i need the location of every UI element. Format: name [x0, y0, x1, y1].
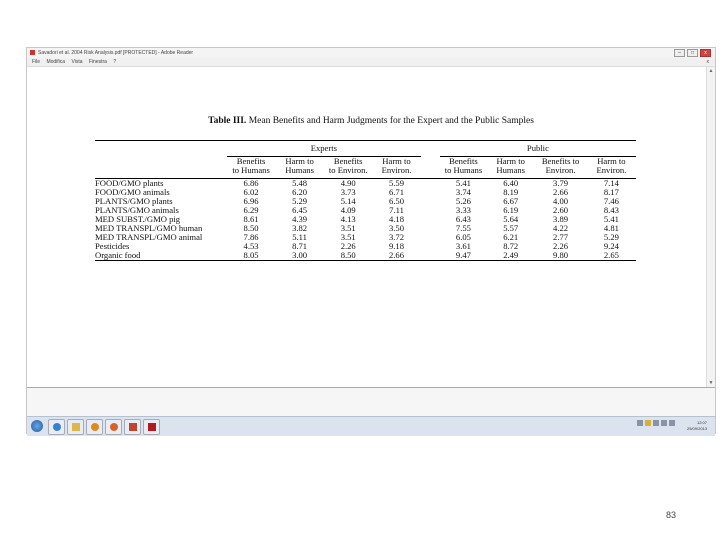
- table-cell: 4.81: [603, 223, 619, 233]
- table-cell: 5.26: [455, 196, 471, 206]
- table-cell: 2.60: [553, 205, 569, 215]
- table-body: [95, 179, 636, 261]
- table-cell: 3.74: [455, 187, 471, 197]
- table-cell: 5.57: [503, 223, 519, 233]
- table-cell: 4.00: [553, 196, 569, 206]
- table-cell: 3.33: [455, 205, 471, 215]
- network-icon[interactable]: [661, 420, 667, 426]
- maximize-button[interactable]: □: [687, 49, 698, 57]
- table-cell: 7.86: [243, 232, 259, 242]
- table-cell: 5.48: [292, 178, 308, 188]
- title-bar: [27, 48, 715, 58]
- table-cell: 6.96: [243, 196, 259, 206]
- slide-page-number: 83: [665, 510, 676, 520]
- table-cell: 2.26: [553, 241, 569, 251]
- tray-icon[interactable]: [637, 420, 643, 426]
- table-cell: 5.29: [603, 232, 619, 242]
- column-header: Harm to Humans: [487, 157, 534, 179]
- table-cell: 5.11: [292, 232, 307, 242]
- tray-icon[interactable]: [645, 420, 651, 426]
- table-cell: 4.53: [243, 241, 259, 251]
- window-controls: [674, 49, 711, 57]
- window-title: Savadori et al. 2004 Risk Analysis.pdf [PROTECTED] - Adobe Reader: [38, 50, 194, 56]
- table-cell: 4.09: [340, 205, 356, 215]
- table-cell: 6.86: [243, 178, 259, 188]
- table-cell: 7.55: [455, 223, 471, 233]
- group-header-row: [95, 141, 636, 157]
- clock-date: 25/09/2013: [686, 426, 707, 431]
- table-cell: 6.21: [503, 232, 519, 242]
- table-cell: 6.19: [503, 205, 519, 215]
- document-view: [27, 67, 715, 387]
- table-cell: 6.71: [388, 187, 405, 197]
- table-cell: 8.71: [292, 241, 308, 251]
- table-cell: 6.43: [455, 214, 471, 224]
- menu-vista[interactable]: Vista: [71, 59, 83, 65]
- close-button[interactable]: x: [700, 49, 711, 57]
- start-button[interactable]: [31, 420, 43, 432]
- column-header: Benefits to Humans: [227, 157, 275, 179]
- column-header-row: [95, 157, 636, 179]
- row-label: MED TRANSPL/GMO animal: [95, 232, 203, 242]
- column-header: Benefits to Environ.: [534, 157, 586, 179]
- row-label: PLANTS/GMO plants: [95, 196, 173, 206]
- table-cell: 4.13: [340, 214, 356, 224]
- table-cell: 6.20: [292, 187, 308, 197]
- table-cell: 8.17: [603, 187, 619, 197]
- tray-icon[interactable]: [653, 420, 659, 426]
- table-cell: 3.51: [340, 232, 356, 242]
- table-cell: 6.29: [243, 205, 259, 215]
- table-cell: 7.46: [603, 196, 619, 206]
- table-cell: 9.18: [388, 241, 405, 251]
- table-cell: 8.50: [340, 250, 356, 260]
- media-player-icon[interactable]: [86, 419, 103, 435]
- table-cell: 9.24: [603, 241, 619, 251]
- table-cell: 3.73: [340, 187, 356, 197]
- table-cell: 6.40: [503, 178, 519, 188]
- table-cell: 9.47: [455, 250, 471, 260]
- table-cell: 9.80: [553, 250, 569, 260]
- row-label: MED SUBST./GMO pig: [95, 214, 181, 224]
- table-cell: 2.66: [388, 250, 405, 260]
- menu-file[interactable]: File: [32, 59, 41, 65]
- column-header: Benefits to Humans: [440, 157, 487, 179]
- column-header: Benefits to Environ.: [324, 157, 372, 179]
- table-cell: 3.00: [292, 250, 308, 260]
- document-close-button[interactable]: x: [706, 59, 709, 65]
- folder-icon[interactable]: [67, 419, 84, 435]
- row-label: FOOD/GMO animals: [95, 187, 170, 197]
- table-cell: 5.14: [340, 196, 356, 206]
- table-cell: 2.77: [553, 232, 569, 242]
- adobe-reader-icon: [30, 50, 35, 55]
- table-cell: 6.05: [455, 232, 471, 242]
- table-cell: 3.51: [340, 223, 356, 233]
- table-cell: 5.59: [388, 178, 405, 188]
- menu-modifica[interactable]: Modifica: [46, 59, 66, 65]
- table-cell: 8.61: [243, 214, 259, 224]
- screenshot-window: [26, 47, 716, 434]
- scroll-up-icon[interactable]: ▲: [708, 68, 714, 74]
- volume-icon[interactable]: [669, 420, 675, 426]
- table-cell: 4.39: [292, 214, 308, 224]
- column-header: Harm to Humans: [275, 157, 324, 179]
- minimize-button[interactable]: –: [674, 49, 685, 57]
- table-cell: 4.22: [553, 223, 569, 233]
- table-cell: 6.45: [292, 205, 308, 215]
- table-title: [27, 116, 715, 126]
- table-cell: 8.72: [503, 241, 519, 251]
- table-cell: 5.41: [455, 178, 471, 188]
- table-cell: 4.18: [388, 214, 405, 224]
- table-cell: 6.67: [503, 196, 519, 206]
- taskbar: [27, 416, 715, 436]
- row-label: FOOD/GMO plants: [95, 178, 164, 188]
- table-cell: 3.79: [553, 178, 569, 188]
- adobe-reader-icon[interactable]: [143, 419, 160, 435]
- system-tray: [637, 420, 675, 426]
- table-cell: 5.64: [503, 214, 519, 224]
- status-area: [27, 387, 715, 417]
- row-label: Pesticides: [95, 241, 130, 251]
- row-label: PLANTS/GMO animals: [95, 205, 179, 215]
- vertical-scrollbar[interactable]: [706, 67, 715, 387]
- table-cell: 6.02: [243, 187, 259, 197]
- row-label: MED TRANSPL/GMO human: [95, 223, 203, 233]
- table-cell: 3.50: [388, 223, 405, 233]
- table-cell: 2.66: [553, 187, 569, 197]
- table-title-text: Mean Benefits and Harm Judgments for the Expert and the Public Samples: [246, 116, 534, 126]
- clock-time: 12:07: [696, 420, 707, 425]
- column-header: Harm to Environ.: [372, 157, 420, 179]
- table-cell: 3.72: [388, 232, 405, 242]
- row-label: Organic food: [95, 250, 141, 260]
- table-cell: 8.19: [503, 187, 519, 197]
- table-cell: 5.29: [292, 196, 308, 206]
- paint-icon[interactable]: [124, 419, 141, 435]
- table-cell: 8.05: [243, 250, 259, 260]
- table-cell: 3.89: [553, 214, 569, 224]
- menu-finestra[interactable]: Finestra: [88, 59, 107, 65]
- table-cell: 5.41: [603, 214, 619, 224]
- table-cell: 6.50: [388, 196, 405, 206]
- table-cell: 3.61: [455, 241, 471, 251]
- table-cell: 3.82: [292, 223, 308, 233]
- internet-explorer-icon[interactable]: [48, 419, 65, 435]
- table-title-number: Table III.: [208, 116, 247, 126]
- group-header-public: Public: [440, 141, 636, 157]
- table-cell: 8.43: [603, 205, 619, 215]
- firefox-icon[interactable]: [105, 419, 122, 435]
- column-header: Harm to Environ.: [587, 157, 636, 179]
- table-cell: 2.49: [503, 250, 519, 260]
- results-table: [95, 140, 636, 261]
- table-row: [95, 251, 636, 261]
- table-cell: 4.90: [340, 178, 356, 188]
- group-header-experts: Experts: [227, 141, 421, 157]
- table-cell: 7.11: [389, 205, 404, 215]
- menu-help[interactable]: ?: [113, 59, 117, 65]
- scroll-down-icon[interactable]: ▼: [708, 380, 714, 386]
- menu-bar: [27, 58, 715, 67]
- table-cell: 8.50: [243, 223, 259, 233]
- table-cell: 2.26: [340, 241, 356, 251]
- clock[interactable]: [687, 420, 707, 432]
- table-cell: 7.14: [603, 178, 619, 188]
- table-cell: 2.65: [603, 250, 619, 260]
